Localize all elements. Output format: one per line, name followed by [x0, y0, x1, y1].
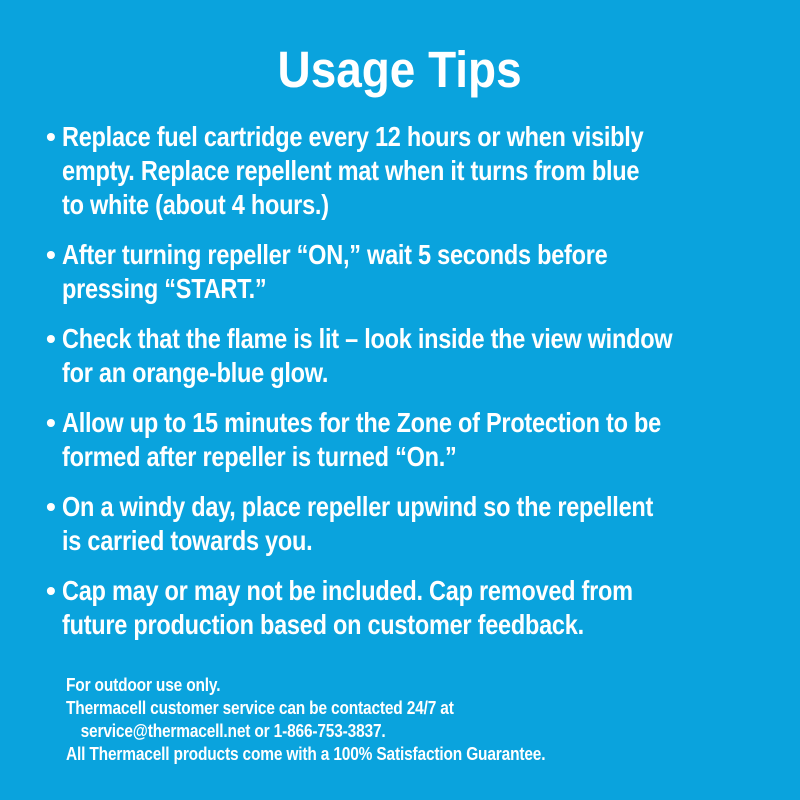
bullet-line: After turning repeller “ON,” wait 5 seconds before [62, 239, 608, 270]
bullet-text [62, 238, 711, 306]
bullet-line: Cap may or may not be included. Cap removed from [62, 575, 633, 606]
bullet-marker: • [46, 491, 56, 522]
bullet-line: Check that the flame is lit – look inside the view window [62, 323, 673, 354]
footer-notes [0, 674, 800, 766]
footer-line: All Thermacell products come with a 100% Satisfaction Guarantee. [66, 744, 546, 764]
bullet-line: pressing “START.” [62, 273, 267, 304]
bullet-line: is carried towards you. [62, 525, 313, 556]
page-title [0, 42, 800, 98]
bullet-line: On a windy day, place repeller upwind so the repellent [62, 491, 654, 522]
bullet-line: empty. Replace repellent mat when it turns from blue [62, 155, 640, 186]
bullet-line: to white (about 4 hours.) [62, 189, 329, 220]
page-title-text: Usage Tips [277, 41, 523, 98]
footer-line: Thermacell customer service can be contacted 24/7 at [66, 698, 454, 718]
list-item [46, 322, 800, 390]
bullet-marker: • [46, 121, 56, 152]
bullet-text [62, 490, 766, 558]
bullet-marker: • [46, 575, 56, 606]
list-item [46, 574, 800, 642]
bullet-line: Replace fuel cartridge every 12 hours or when visibly [62, 121, 644, 152]
bullet-line: Allow up to 15 minutes for the Zone of Protection to be [62, 407, 661, 438]
bullet-line: future production based on customer feedback. [62, 609, 584, 640]
footer-line: service@thermacell.net or 1-866-753-3837. [80, 721, 386, 741]
bullet-text [62, 574, 742, 642]
tips-list [0, 120, 800, 642]
footer-line: For outdoor use only. [66, 675, 221, 695]
bullet-text [62, 120, 754, 222]
list-item [46, 406, 800, 474]
bullet-text [62, 322, 789, 390]
list-item [46, 120, 800, 222]
bullet-marker: • [46, 323, 56, 354]
bullet-text [62, 406, 775, 474]
bullet-line: formed after repeller is turned “On.” [62, 441, 457, 472]
list-item [46, 238, 800, 306]
bullet-marker: • [46, 239, 56, 270]
list-item [46, 490, 800, 558]
bullet-marker: • [46, 407, 56, 438]
bullet-line: for an orange-blue glow. [62, 357, 329, 388]
